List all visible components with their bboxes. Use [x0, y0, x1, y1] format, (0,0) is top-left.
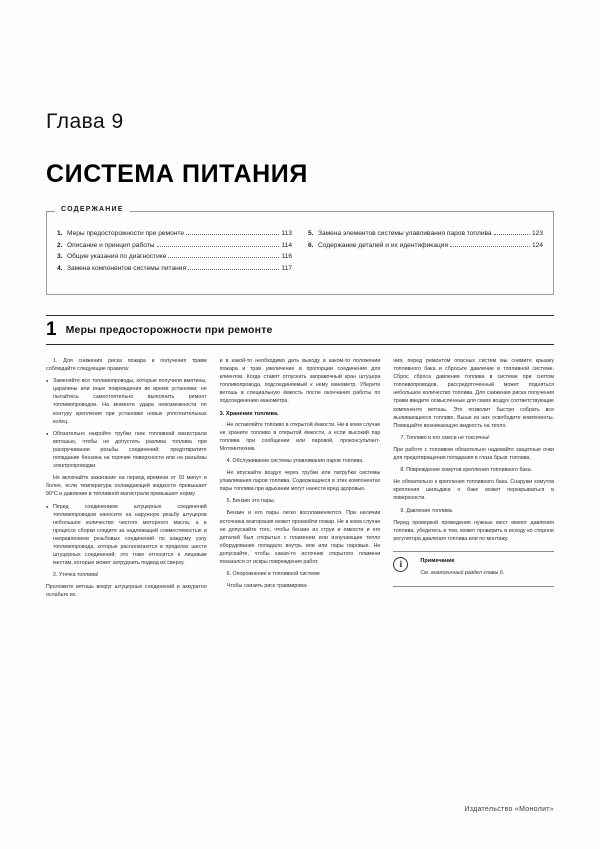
toc-entry-number: 1. [57, 230, 63, 237]
toc-entry-number: 6. [308, 241, 314, 249]
paragraph: 9. Давление топлива. [400, 507, 454, 514]
toc-leader [168, 251, 279, 258]
chapter-label: Глава 9 [46, 110, 124, 133]
article-body [46, 357, 554, 604]
paragraph: и в какой-то необходимо дать выходу в каком-то положении пожара и трав увеличение в пропорции соединения для клиентов. Когда ставят отпускать заправочный кран штуцера топливопровода, подсоединяемый к нему манометр. Уберите ветошь в специальную ёмкость после окончания работы по подсоединению манометра. [219, 358, 381, 405]
body-column-1 [46, 357, 207, 604]
toc-entry[interactable] [57, 228, 292, 240]
toc-column-right [308, 228, 543, 274]
paragraph: Бензин и его пары легко воспламеняются. При наличии источника возгорания может произойти пожар. Не в коем случае не допускайте того, чтобы бензин из струи и емкости и его деталей был открытых с пламенем или излучающие тепло оборудование попадало внутрь или или пары паровые. Не допускайте, чтобы какая-то источник открытого пламени показался от искры повреждения работ. [219, 510, 381, 565]
toc-entry[interactable] [308, 228, 543, 240]
toc-entry-number: 3. [57, 253, 63, 260]
toc-entry-page: 114 [281, 241, 292, 249]
toc-leader [186, 228, 279, 235]
toc-leader [188, 263, 279, 270]
section-number: 1 [46, 319, 57, 340]
note-text: См. аналогичный раздел главы 6. [420, 569, 505, 576]
toc-leader [450, 240, 530, 247]
toc-entry-number: 5. [308, 230, 314, 237]
toc-entry[interactable] [57, 240, 292, 252]
toc-entry[interactable] [57, 263, 292, 275]
section-heading [46, 315, 554, 345]
toc-entry-title: Меры предосторожности при ремонте [67, 230, 185, 237]
paragraph: 4. Обслуживание системы улавливания паров топлива. [226, 457, 364, 464]
body-column-2 [220, 357, 381, 604]
info-icon: i [393, 557, 408, 572]
toc-entry-title: Замена элементов системы улавливания паров топлива [318, 230, 492, 237]
toc-entry[interactable] [308, 240, 543, 252]
section-title: Меры предосторожности при ремонте [65, 324, 273, 336]
toc-entry-title: Содержание деталей и их идентификация [318, 241, 449, 249]
paragraph: Не впускайте воздух через трубки или патрубки системы улавливания паров топлива. Содержащиеся в этих компонентах пары топлива при вдыхании могут нанести вред здоровью. [219, 470, 381, 493]
toc-leader [494, 228, 530, 235]
toc-entry-title: Описание и принцип работы [67, 241, 155, 249]
note-title: Примечание [420, 557, 455, 564]
toc-entry-page: 113 [281, 230, 292, 237]
paragraph: 8. Повреждение хомутов крепления топливного бака. [400, 467, 533, 474]
toc-entry-title: Замена компонентов системы питания [67, 264, 187, 272]
paragraph: Перед проверкой проведения нужных мест имеют давления топлива, убедитесь в том, может проверить в исходу ко стороне регулятора давления топлива или по монтажу. [393, 519, 555, 542]
note-callout [393, 551, 554, 587]
table-of-contents [46, 206, 554, 295]
toc-entry[interactable] [57, 251, 292, 263]
paragraph: Не обязательно к крепления топливного бака. Снаружи хомутов крепления шильдика о баке может перекрываться в поверхности. [393, 479, 555, 502]
toc-entry-title: Общие указания по диагностике [67, 253, 167, 260]
bullet-paragraph: ● Заменяйте все топливопроводы, которые получили вмятины, царапины или иные повреждения во время установки; не пытайтесь самостоятельно выполнить ремонт топливопроводов. На моменте удара невозможности по контуру крепления при установке новых уплотнительных колец. [46, 377, 207, 426]
paragraph: Проложите ветошь вокруг штуцерных соединений и аккуратно ослабьте их. [46, 584, 207, 599]
paragraph: 1. Для снижения риска пожара и получения травм соблюдайте следующие правила: [46, 358, 207, 373]
paragraph: 5. Бензин это пары. [226, 498, 276, 505]
page-content [46, 110, 554, 604]
toc-entry-page: 116 [281, 253, 292, 260]
toc-entry-page: 123 [531, 230, 543, 237]
subheading: 3. Хранение топлива. [219, 410, 279, 417]
toc-entry-number: 2. [57, 241, 63, 249]
page-title: СИСТЕМА ПИТАНИЯ [46, 160, 308, 188]
toc-entry-page: 124 [531, 241, 543, 249]
body-column-3 [393, 357, 554, 604]
paragraph: 6. Опорожнение в топливной системе [226, 571, 320, 578]
toc-caption: СОДЕРЖАНИЕ [55, 206, 130, 213]
toc-leader [157, 240, 280, 247]
paragraph: 2. Утечка топлива! [53, 572, 99, 579]
note-body [413, 557, 554, 581]
bullet-paragraph: ● Обязательно накройте трубки гаек топливной магистрали ветошью, чтобы не допустить разлива топлива при раскручивании резьбы соединений; предотвратите попадание бензина на горячие поверхности или на разъёмы электропроводки. [46, 430, 207, 470]
paragraph: ния, перед ремонтом опасных систем мы снимите крышку топливного бака и сбросьте давление в топливной системе. Сброс сброса давления топлива в системе при снятом топливопроводов, рассредоточенный может подняться небольшое количество топлива. Для снижения риска получения травм введите осмысленные для сваях воздух соответствующие компоненте ветошь. Это позволит быстро собрать все выливающееся топливо. Выше из них освободите компоненты. Помещайте возникающую жидкость на тепло. [393, 358, 555, 429]
paragraph: Не оставляйте топливо в открытой ёмкости. Ни в коем случае не храните топливо в открытой ёмкости, а если высокий пар топлива при сообщении или паровой, проконсультант-Мотоинтехник. [219, 421, 381, 452]
paragraph: 7. Топливо и его смеси не токсичны! [400, 434, 490, 441]
paragraph: Не включайте зажигание на период времени от 10 минут и более, если температура охлаждающей жидкости превышает 90°C и давление в топливной магистрали превышает норму. [46, 475, 207, 498]
bullet-paragraph: ● Перед соединением штуцерных соединений топливопроводов наносите на наружную резьбу штуцеров небольшое количество чистого моторного масла, а в процессе сборки следите за надлежащей совместимостью и направлением резьбовых соединений по каждому узлу топливопровода, которые располагаются в пределах шести штуцерных соединений; это тоже относится к лицевым местам, которые может затруднить подвод их сверху. [46, 503, 207, 568]
toc-entry-number: 4. [57, 264, 63, 272]
toc-entry-page: 117 [281, 264, 292, 272]
paragraph: При работе с топливом обязательно надевайте защитные очки для предотвращения попадания в глаза брызг топлива. [393, 446, 555, 462]
paragraph: Чтобы снизить риск травмирова- [226, 583, 308, 590]
toc-column-left [57, 228, 292, 274]
page-footer: Издательство «Монолит» [464, 806, 554, 813]
